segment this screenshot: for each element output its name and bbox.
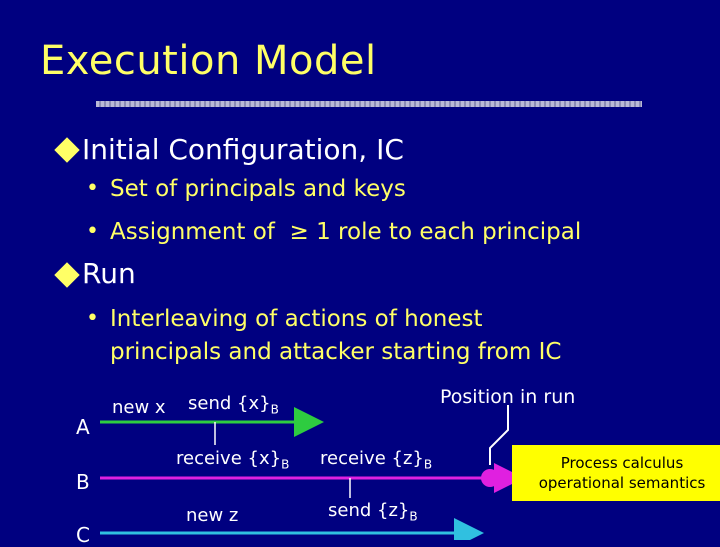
lane-c-label: C <box>76 523 90 547</box>
sub-bullet-role-assignment: Assignment of ≥ 1 role to each principal <box>110 219 582 245</box>
bullet-run: Run <box>82 257 136 290</box>
callout-line-2: operational semantics <box>538 474 706 492</box>
position-marker-icon <box>481 469 499 487</box>
sub-bullet-dot-icon: • <box>86 176 99 201</box>
action-b-receive-z: receive $\{z\}_B$ <box>320 448 433 472</box>
slide-title: Execution Model <box>40 38 377 84</box>
sub-bullet-dot-icon: • <box>86 306 99 331</box>
action-a-new: new x <box>112 397 166 418</box>
sub-bullet-interleaving-line2: principals and attacker starting from IC <box>110 339 562 365</box>
action-b-receive-x: receive $\{x\}_B$ <box>176 448 290 472</box>
sub-bullet-principals-keys: Set of principals and keys <box>110 176 406 202</box>
lane-a-label: A <box>76 415 90 439</box>
sub-bullet-dot-icon: • <box>86 219 99 244</box>
position-pointer-icon <box>490 405 508 465</box>
process-calculus-callout <box>512 445 720 501</box>
sub-bullet-interleaving-line1: Interleaving of actions of honest <box>110 306 483 332</box>
bullet-initial-configuration: Initial Configuration, IC <box>82 133 404 166</box>
action-c-new: new z <box>186 505 239 526</box>
position-in-run-label: Position in run <box>440 386 576 408</box>
callout-line-1: Process calculus <box>560 454 684 472</box>
action-c-send: send $\{z\}_B$ <box>328 500 418 524</box>
action-a-send: send $\{x\}_B$ <box>188 393 279 417</box>
lane-b-label: B <box>76 470 90 494</box>
